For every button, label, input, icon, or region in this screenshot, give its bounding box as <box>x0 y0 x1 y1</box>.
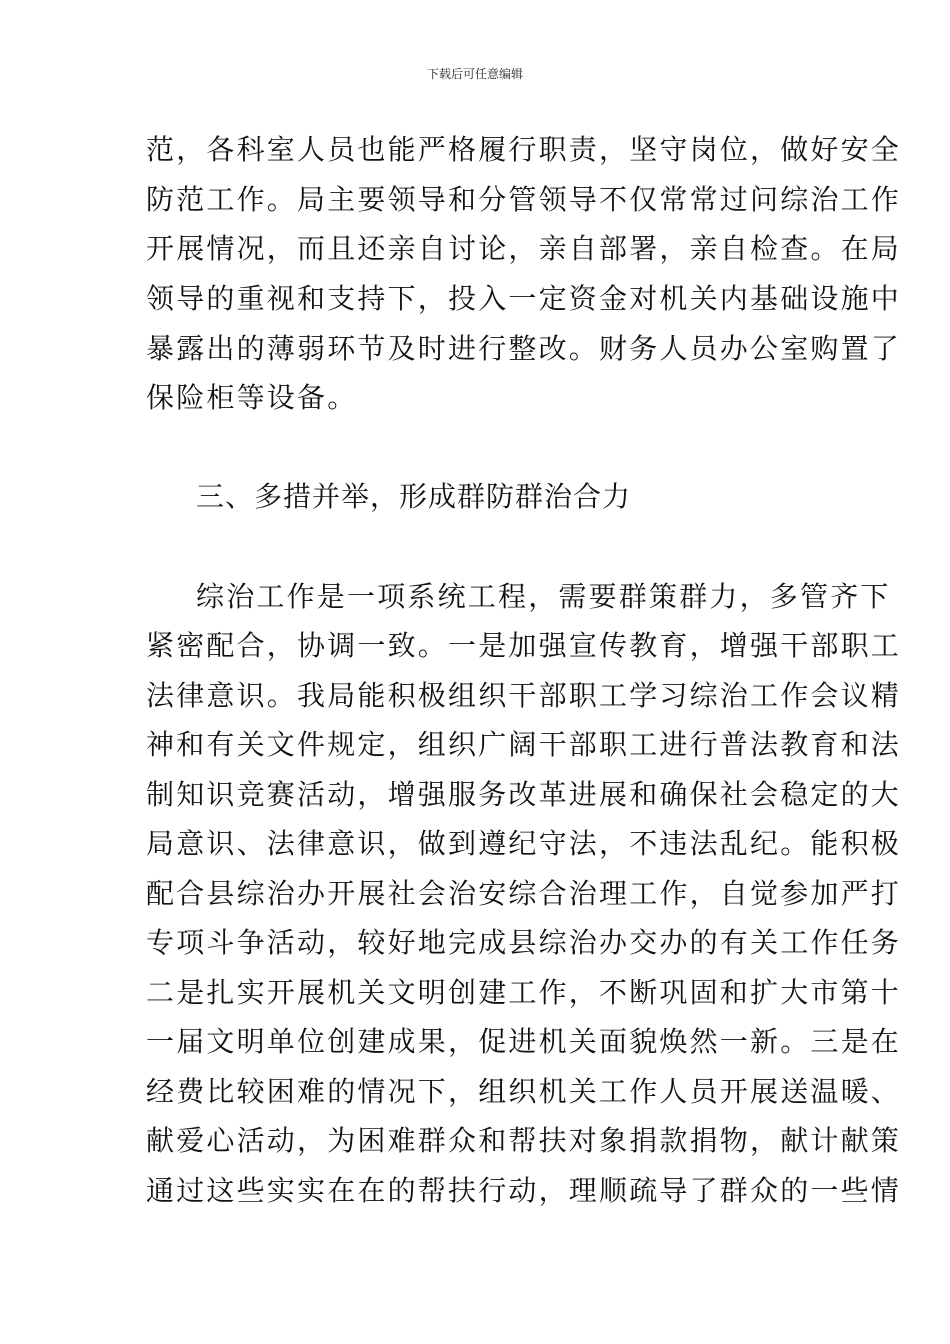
paragraph-line: 法律意识。我局能积极组织干部职工学习综治工作会议精 <box>146 679 902 712</box>
paragraph-line: 暴露出的薄弱环节及时进行整改。财务人员办公室购置了 <box>146 332 902 365</box>
section-heading: 三、多措并举，形成群防群治合力 <box>196 480 632 513</box>
paragraph-line: 一届文明单位创建成果，促进机关面貌焕然一新。三是在 <box>146 1025 902 1058</box>
paragraph-line: 局意识、法律意识，做到遵纪守法，不违法乱纪。能积极 <box>146 827 902 860</box>
paragraph-line: 神和有关文件规定，组织广阔干部职工进行普法教育和法 <box>146 728 902 761</box>
paragraph-line: 经费比较困难的情况下，组织机关工作人员开展送温暖、 <box>146 1075 902 1108</box>
paragraph-line: 配合县综治办开展社会治安综合治理工作，自觉参加严打 <box>146 877 902 910</box>
paragraph-line: 范，各科室人员也能严格履行职责，坚守岗位，做好安全 <box>146 133 902 166</box>
paragraph-line: 献爱心活动，为困难群众和帮扶对象捐款捐物，献计献策 <box>146 1124 902 1157</box>
page-header: 下载后可任意编辑 <box>426 67 523 81</box>
paragraph-line: 防范工作。局主要领导和分管领导不仅常常过问综治工作 <box>146 183 902 216</box>
paragraph-line: 保险柜等设备。 <box>146 381 358 414</box>
paragraph-line: 综治工作是一项系统工程，需要群策群力，多管齐下 <box>196 580 891 613</box>
paragraph-line: 开展情况，而且还亲自讨论，亲自部署，亲自检查。在局 <box>146 232 902 265</box>
paragraph-line: 专项斗争活动，较好地完成县综治办交办的有关工作任务 <box>146 926 902 959</box>
paragraph-line: 制知识竞赛活动，增强服务改革进展和确保社会稳定的大 <box>146 778 902 811</box>
paragraph-line: 二是扎实开展机关文明创建工作，不断巩固和扩大市第十 <box>146 976 902 1009</box>
paragraph-line: 通过这些实实在在的帮扶行动，理顺疏导了群众的一些情 <box>146 1174 902 1207</box>
paragraph-line: 领导的重视和支持下，投入一定资金对机关内基础设施中 <box>146 282 902 315</box>
paragraph-line: 紧密配合，协调一致。一是加强宣传教育，增强干部职工 <box>146 629 902 662</box>
